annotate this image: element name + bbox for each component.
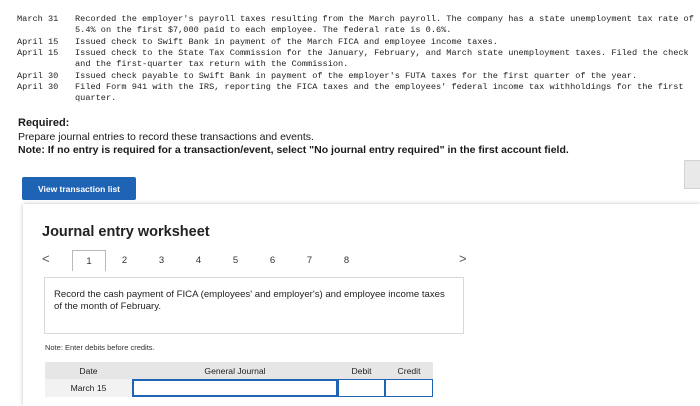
transaction-item (17, 37, 695, 48)
transaction-item (17, 71, 695, 82)
transaction-date: April 30 (17, 71, 59, 81)
tab-5[interactable]: 5 (232, 254, 239, 266)
tab-7[interactable]: 7 (306, 254, 313, 266)
account-input[interactable] (132, 379, 338, 397)
worksheet-tabs (72, 250, 365, 271)
tab-4[interactable]: 4 (195, 254, 202, 266)
view-transaction-list-button[interactable]: View transaction list (22, 177, 136, 200)
table-row (45, 379, 433, 397)
debits-note: Note: Enter debits before credits. (45, 343, 155, 352)
entry-instruction: Record the cash payment of FICA (employees' and employer's) and employee income taxes of the month of February. (44, 277, 464, 334)
credit-input[interactable] (385, 379, 433, 397)
journal-table-header (45, 362, 433, 379)
transaction-date: March 31 (17, 14, 59, 24)
transaction-description: Issued check to the State Tax Commission for the January, February, and March state unemployment taxes. Filed the check and the first-quarter tax return with the Commission. (75, 48, 689, 69)
debit-input[interactable] (338, 379, 385, 397)
transaction-description: Issued check to Swift Bank in payment of the March FICA and employee income taxes. (75, 37, 498, 47)
transaction-date: April 15 (17, 48, 59, 58)
transaction-date: April 15 (17, 37, 59, 47)
transaction-item (17, 48, 695, 69)
worksheet-title: Journal entry worksheet (42, 224, 210, 240)
tab-8[interactable]: 8 (343, 254, 350, 266)
transaction-item (17, 14, 695, 35)
next-arrow-icon[interactable]: > (459, 251, 467, 266)
account-column-header: General Journal (204, 365, 266, 376)
tab-2[interactable]: 2 (121, 254, 128, 266)
transaction-description: Recorded the employer's payroll taxes resulting from the March payroll. The company has a state unemployment tax rate of 5.4% on the first $7,000 paid to each employee. The federal rate is 0.6%. (75, 14, 694, 35)
required-heading: Required: (18, 117, 70, 129)
debit-column-header: Debit (351, 365, 372, 376)
transaction-date: April 30 (17, 82, 59, 92)
transaction-item (17, 82, 695, 103)
tab-1[interactable]: 1 (72, 250, 106, 271)
date-column-header: Date (79, 365, 98, 376)
row-date: March 15 (45, 379, 132, 397)
transaction-description: Filed Form 941 with the IRS, reporting the FICA taxes and the employees' federal income tax withholdings for the first quarter. (75, 82, 684, 103)
transaction-description: Issued check payable to Swift Bank in payment of the employer's FUTA taxes for the first quarter of the year. (75, 71, 638, 81)
side-panel-tab[interactable] (684, 160, 700, 189)
prev-arrow-icon[interactable]: < (42, 251, 50, 266)
required-instruction: Prepare journal entries to record these transactions and events. (18, 131, 314, 143)
tab-6[interactable]: 6 (269, 254, 276, 266)
tab-3[interactable]: 3 (158, 254, 165, 266)
credit-column-header: Credit (397, 365, 421, 376)
required-note: Note: If no entry is required for a transaction/event, select "No journal entry required" in the first account field. (18, 144, 569, 156)
